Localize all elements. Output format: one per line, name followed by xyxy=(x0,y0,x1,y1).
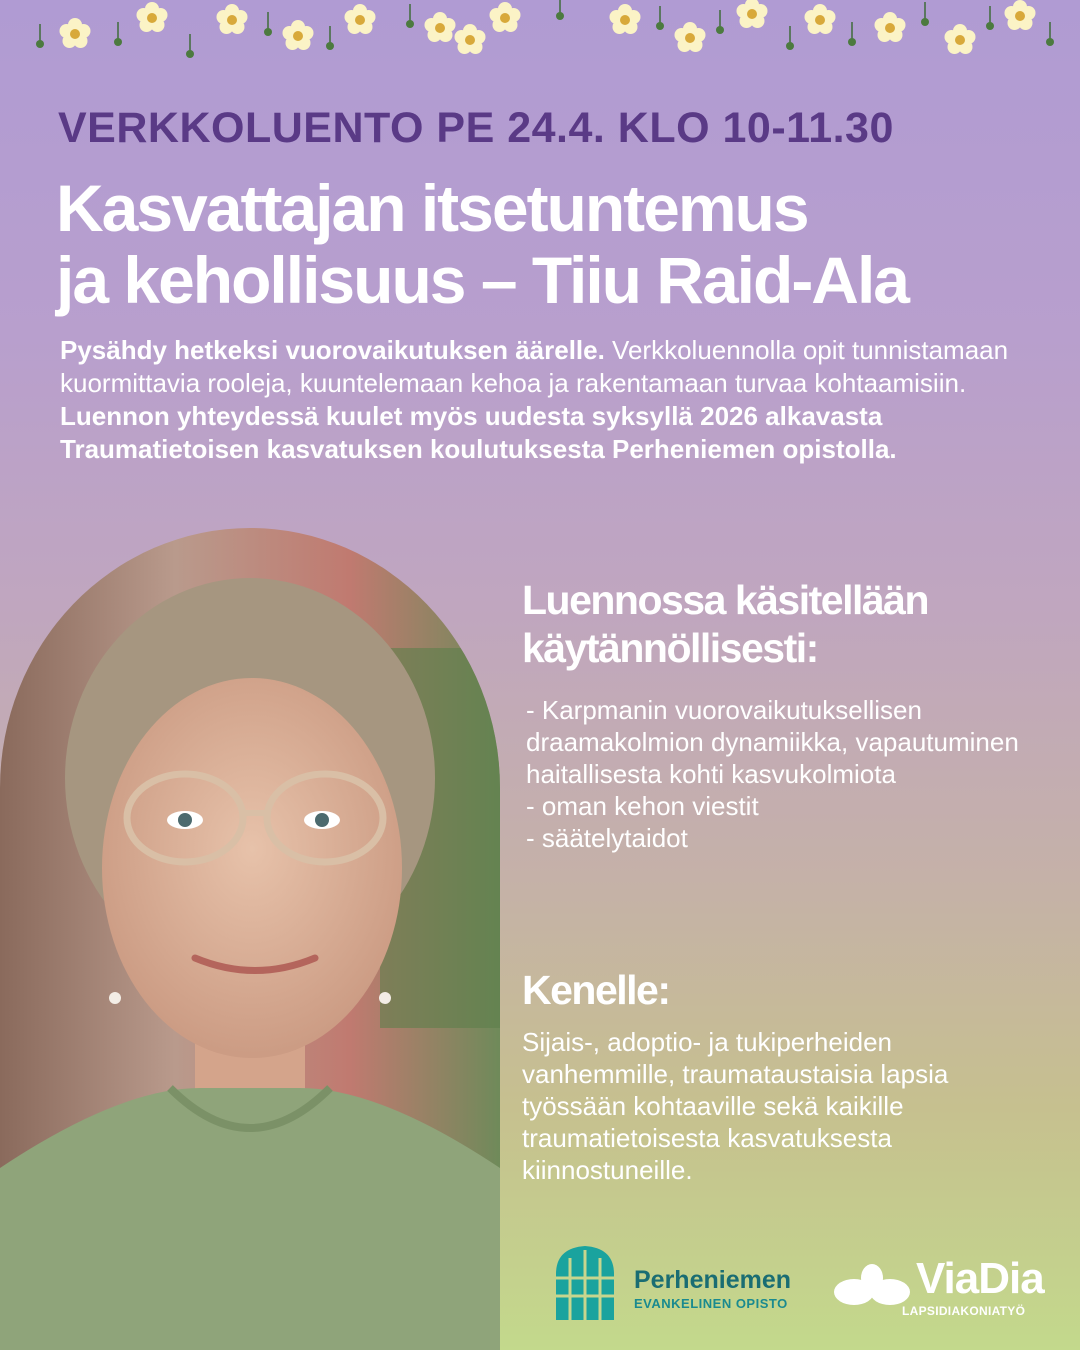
topics-list-item: - Karpmanin vuorovaikutuksellisen draamakolmion dynamiikka, vapautuminen haitallisesta kohti kasvukolmiota xyxy=(526,695,1019,789)
church-window-icon xyxy=(552,1244,618,1320)
intro-paragraph xyxy=(60,334,1020,466)
viadia-leaf-icon xyxy=(832,1262,912,1312)
lecture-title-line-2: ja kehollisuus – Tiiu Raid-Ala xyxy=(56,243,909,317)
lecture-title-line-1: Kasvattajan itsetuntemus xyxy=(56,171,808,245)
perheniemi-subtitle: EVANKELINEN OPISTO xyxy=(634,1296,788,1311)
event-date-time: VERKKOLUENTO PE 24.4. KLO 10-11.30 xyxy=(58,104,894,152)
flower-garland-decoration xyxy=(0,0,1080,90)
perheniemi-name: Perheniemen xyxy=(634,1266,792,1294)
audience-heading: Kenelle: xyxy=(522,967,670,1013)
topics-heading-line-2: käytännöllisesti: xyxy=(522,625,818,671)
topics-list xyxy=(522,694,1042,854)
lecture-title xyxy=(56,172,1056,316)
topics-list-item: - säätelytaidot xyxy=(526,823,688,853)
topics-list-item: - oman kehon viestit xyxy=(526,791,759,821)
perheniemi-logo xyxy=(552,1244,822,1324)
intro-text: Verkkoluennolla opit tunnistamaan kuormittavia rooleja, kuuntelemaan kehoa ja rakentamaan turvaa kohtaamisiin. xyxy=(60,335,1009,398)
topics-heading xyxy=(522,576,1042,672)
topics-heading-line-1: Luennossa käsitellään xyxy=(522,577,929,623)
audience-text: Sijais-, adoptio- ja tukiperheiden vanhemmille, traumataustaisia lapsia työssään kohtaaville sekä kaikille traumatietoisesta kasvatuksesta kiinnostuneille. xyxy=(522,1027,949,1185)
intro-bold-tail: Luennon yhteydessä kuulet myös uudesta syksyllä 2026 alkavasta Traumatietoisen kasvatuksen koulutuksesta Perheniemen opistolla. xyxy=(60,401,897,464)
intro-bold-lead: Pysähdy hetkeksi vuorovaikutuksen äärelle. xyxy=(60,335,605,365)
viadia-subtitle: LAPSIDIAKONIATYÖ xyxy=(902,1304,1026,1318)
audience-section xyxy=(522,966,1042,1186)
topics-section xyxy=(522,576,1042,854)
speaker-photo xyxy=(0,528,500,1350)
viadia-name: ViaDia xyxy=(916,1254,1044,1303)
viadia-logo xyxy=(832,1252,1042,1332)
